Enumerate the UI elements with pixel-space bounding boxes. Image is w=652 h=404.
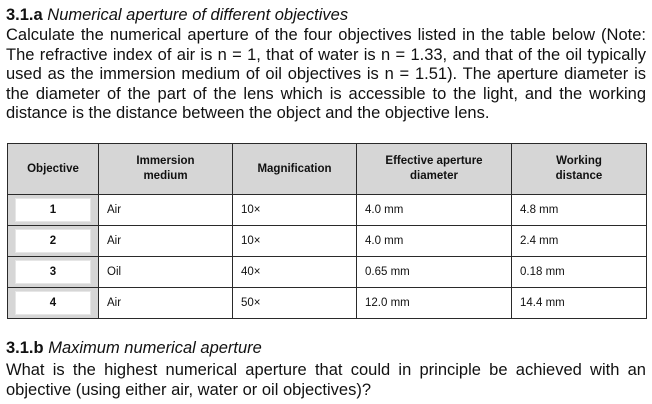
cell-magnification: 50×	[233, 288, 357, 319]
header-immersion-medium-label: Immersion medium	[136, 155, 195, 182]
cell-magnification: 10×	[233, 226, 357, 257]
cell-objective	[8, 257, 99, 288]
objective-number: 4	[15, 291, 91, 315]
table-row	[8, 257, 647, 288]
cell-objective	[8, 288, 99, 319]
cell-objective	[8, 226, 99, 257]
section-b-title: Maximum numerical aperture	[48, 339, 262, 357]
header-aperture-diameter-label: Effective aperture diameter	[385, 155, 483, 182]
header-magnification: Magnification	[233, 144, 357, 195]
objectives-table	[7, 143, 647, 319]
section-a-paragraph: Calculate the numerical aperture of the four objectives listed in the table below (Note: The refractive index of air is n = 1, that of water is n = 1.33, and that of the oil typically used as the immersion medium of oil objectives is n = 1.51). The aperture diameter is the diameter of the part of the lens which is accessible to the light, and the working distance is the distance between the object and the objective lens.	[6, 26, 646, 122]
table-row	[8, 195, 647, 226]
cell-aperture: 0.65 mm	[357, 257, 512, 288]
section-b-number: 3.1.b	[6, 339, 44, 357]
section-b-heading	[6, 338, 262, 358]
cell-distance: 4.8 mm	[512, 195, 647, 226]
cell-medium: Oil	[99, 257, 233, 288]
section-a-title: Numerical aperture of different objectives	[47, 6, 349, 24]
objective-number: 3	[15, 260, 91, 284]
objective-number: 1	[15, 198, 91, 222]
cell-medium: Air	[99, 288, 233, 319]
cell-magnification: 40×	[233, 257, 357, 288]
header-objective: Objective	[8, 144, 99, 195]
cell-aperture: 12.0 mm	[357, 288, 512, 319]
header-working-distance-label: Working distance	[555, 155, 603, 182]
cell-medium: Air	[99, 195, 233, 226]
header-working-distance	[512, 144, 647, 195]
cell-objective	[8, 195, 99, 226]
cell-medium: Air	[99, 226, 233, 257]
cell-magnification: 10×	[233, 195, 357, 226]
table-header-row	[8, 144, 647, 195]
header-immersion-medium	[99, 144, 233, 195]
table-row	[8, 288, 647, 319]
section-a-number: 3.1.a	[6, 6, 43, 24]
cell-distance: 14.4 mm	[512, 288, 647, 319]
objective-number: 2	[15, 229, 91, 253]
table-row	[8, 226, 647, 257]
cell-aperture: 4.0 mm	[357, 195, 512, 226]
cell-distance: 0.18 mm	[512, 257, 647, 288]
section-a-heading	[6, 5, 348, 25]
cell-distance: 2.4 mm	[512, 226, 647, 257]
section-b-paragraph: What is the highest numerical aperture that could in principle be achieved with an objective (using either air, water or oil objectives)?	[6, 361, 646, 399]
header-aperture-diameter	[357, 144, 512, 195]
cell-aperture: 4.0 mm	[357, 226, 512, 257]
